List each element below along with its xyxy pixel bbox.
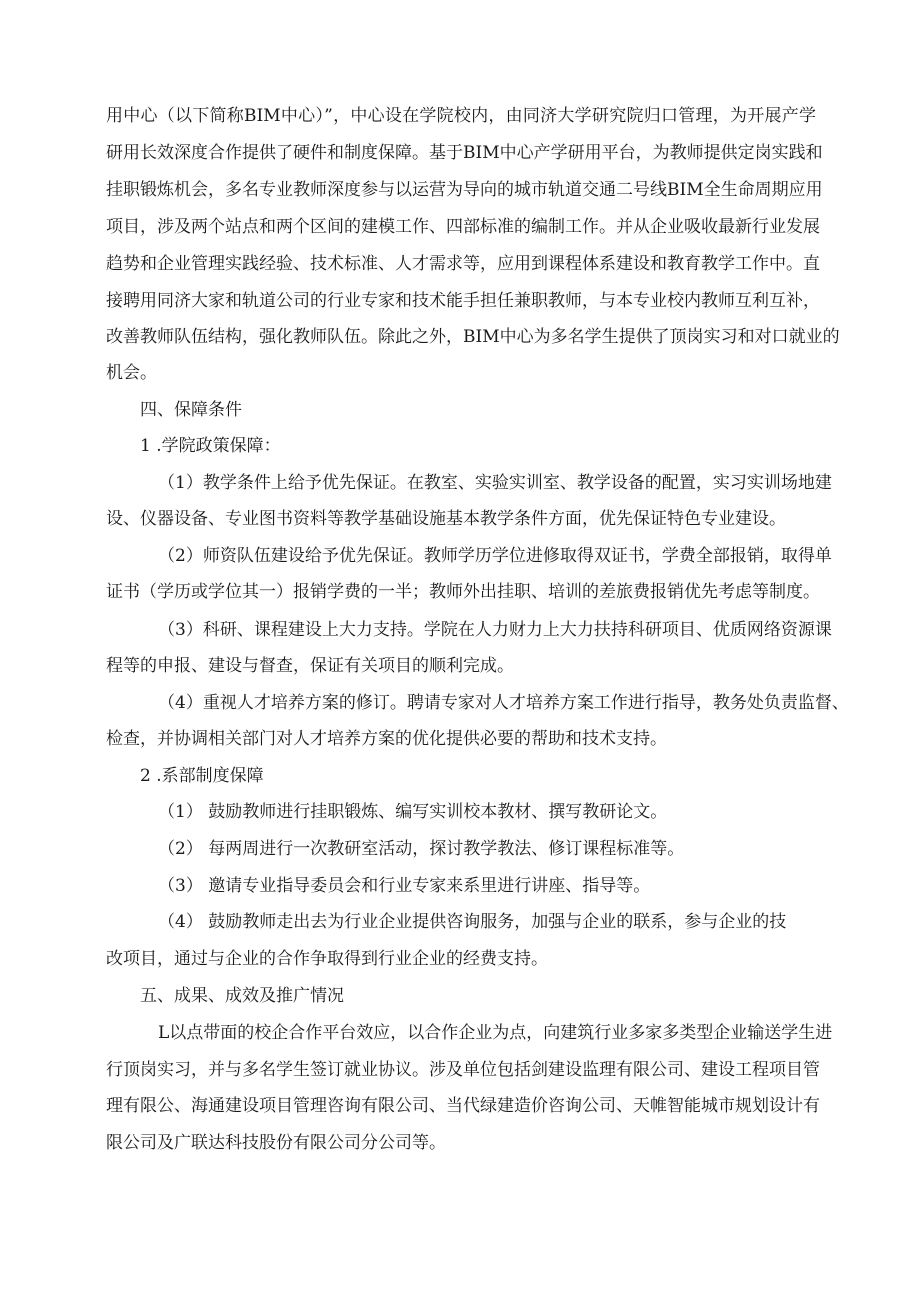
body-text-line: 挂职锻炼机会，多名专业教师深度参与以运营为导向的城市轨道交通二号线BIM全生命周期应用	[106, 180, 823, 200]
body-text-line: 改善教师队伍结构，强化教师队伍。除此之外，BIM中心为多名学生提供了顶岗实习和对口就业的	[106, 327, 840, 347]
list-item: （3） 邀请专业指导委员会和行业专家来系里进行讲座、指导等。	[158, 876, 651, 896]
list-item: （2） 每两周进行一次教研室活动，探讨教学教法、修订课程标准等。	[158, 839, 685, 859]
list-item: （2）师资队伍建设给予优先保证。教师学历学位进修取得双证书，学费全部报销，取得单	[158, 546, 832, 566]
list-item: （1）教学条件上给予优先保证。在教室、实验实训室、教学设备的配置，实习实训场地建	[158, 473, 832, 493]
section-heading: 四、保障条件	[140, 400, 242, 420]
body-text-line: 限公司及广联达科技股份有限公司分公司等。	[106, 1133, 446, 1153]
section-heading: 五、成果、成效及推广情况	[140, 986, 344, 1006]
list-item-continuation: 程等的申报、建设与督查，保证有关项目的顺利完成。	[106, 656, 514, 676]
subsection-heading: 2 .系部制度保障	[140, 766, 264, 786]
body-text-line: L以点带面的校企合作平台效应，以合作企业为点，向建筑行业多家多类型企业输送学生进	[158, 1023, 833, 1043]
body-text-line: 趋势和企业管理实践经验、技术标准、人才需求等，应用到课程体系建设和教育教学工作中。直	[106, 254, 820, 274]
list-item: （3）科研、课程建设上大力支持。学院在人力财力上大力扶持科研项目、优质网络资源课	[158, 620, 832, 640]
body-text-line: 行顶岗实习，并与多名学生签订就业协议。涉及单位包括剑建设监理有限公司、建设工程项目管	[106, 1060, 820, 1080]
body-text-line: 接聘用同济大家和轨道公司的行业专家和技术能手担任兼职教师，与本专业校内教师互利互补，	[106, 291, 820, 311]
body-text-line: 研用长效深度合作提供了硬件和制度保障。基于BIM中心产学研用平台，为教师提供定岗实践和	[106, 143, 823, 163]
body-text-line: 用中心（以下简称BIM中心）”，中心设在学院校内，由同济大学研究院归口管理，为开展产学	[106, 106, 816, 126]
list-item: （4） 鼓励教师走出去为行业企业提供咨询服务，加强与企业的联系，参与企业的技	[158, 912, 787, 932]
list-item: （4）重视人才培养方案的修订。聘请专家对人才培养方案工作进行指导，教务处负责监督、	[158, 693, 849, 713]
list-item-continuation: 设、仪器设备、专业图书资料等教学基础设施基本教学条件方面，优先保证特色专业建设。	[106, 509, 786, 529]
list-item: （1） 鼓励教师进行挂职锻炼、编写实训校本教材、撰写教研论文。	[158, 802, 668, 822]
list-item-continuation: 改项目，通过与企业的合作争取得到行业企业的经费支持。	[106, 949, 548, 969]
body-text-line: 机会。	[106, 363, 157, 383]
body-text-line: 理有限公、海通建设项目管理咨询有限公司、当代绿建造价咨询公司、天帷智能城市规划设计有	[106, 1096, 820, 1116]
list-item-continuation: 证书（学历或学位其一）报销学费的一半；教师外出挂职、培训的差旅费报销优先考虑等制度。	[106, 582, 820, 602]
subsection-heading: 1 .学院政策保障：	[140, 436, 281, 456]
body-text-line: 项目，涉及两个站点和两个区间的建模工作、四部标准的编制工作。并从企业吸收最新行业发展	[106, 217, 820, 237]
list-item-continuation: 检查，并协调相关部门对人才培养方案的优化提供必要的帮助和技术支持。	[106, 729, 667, 749]
